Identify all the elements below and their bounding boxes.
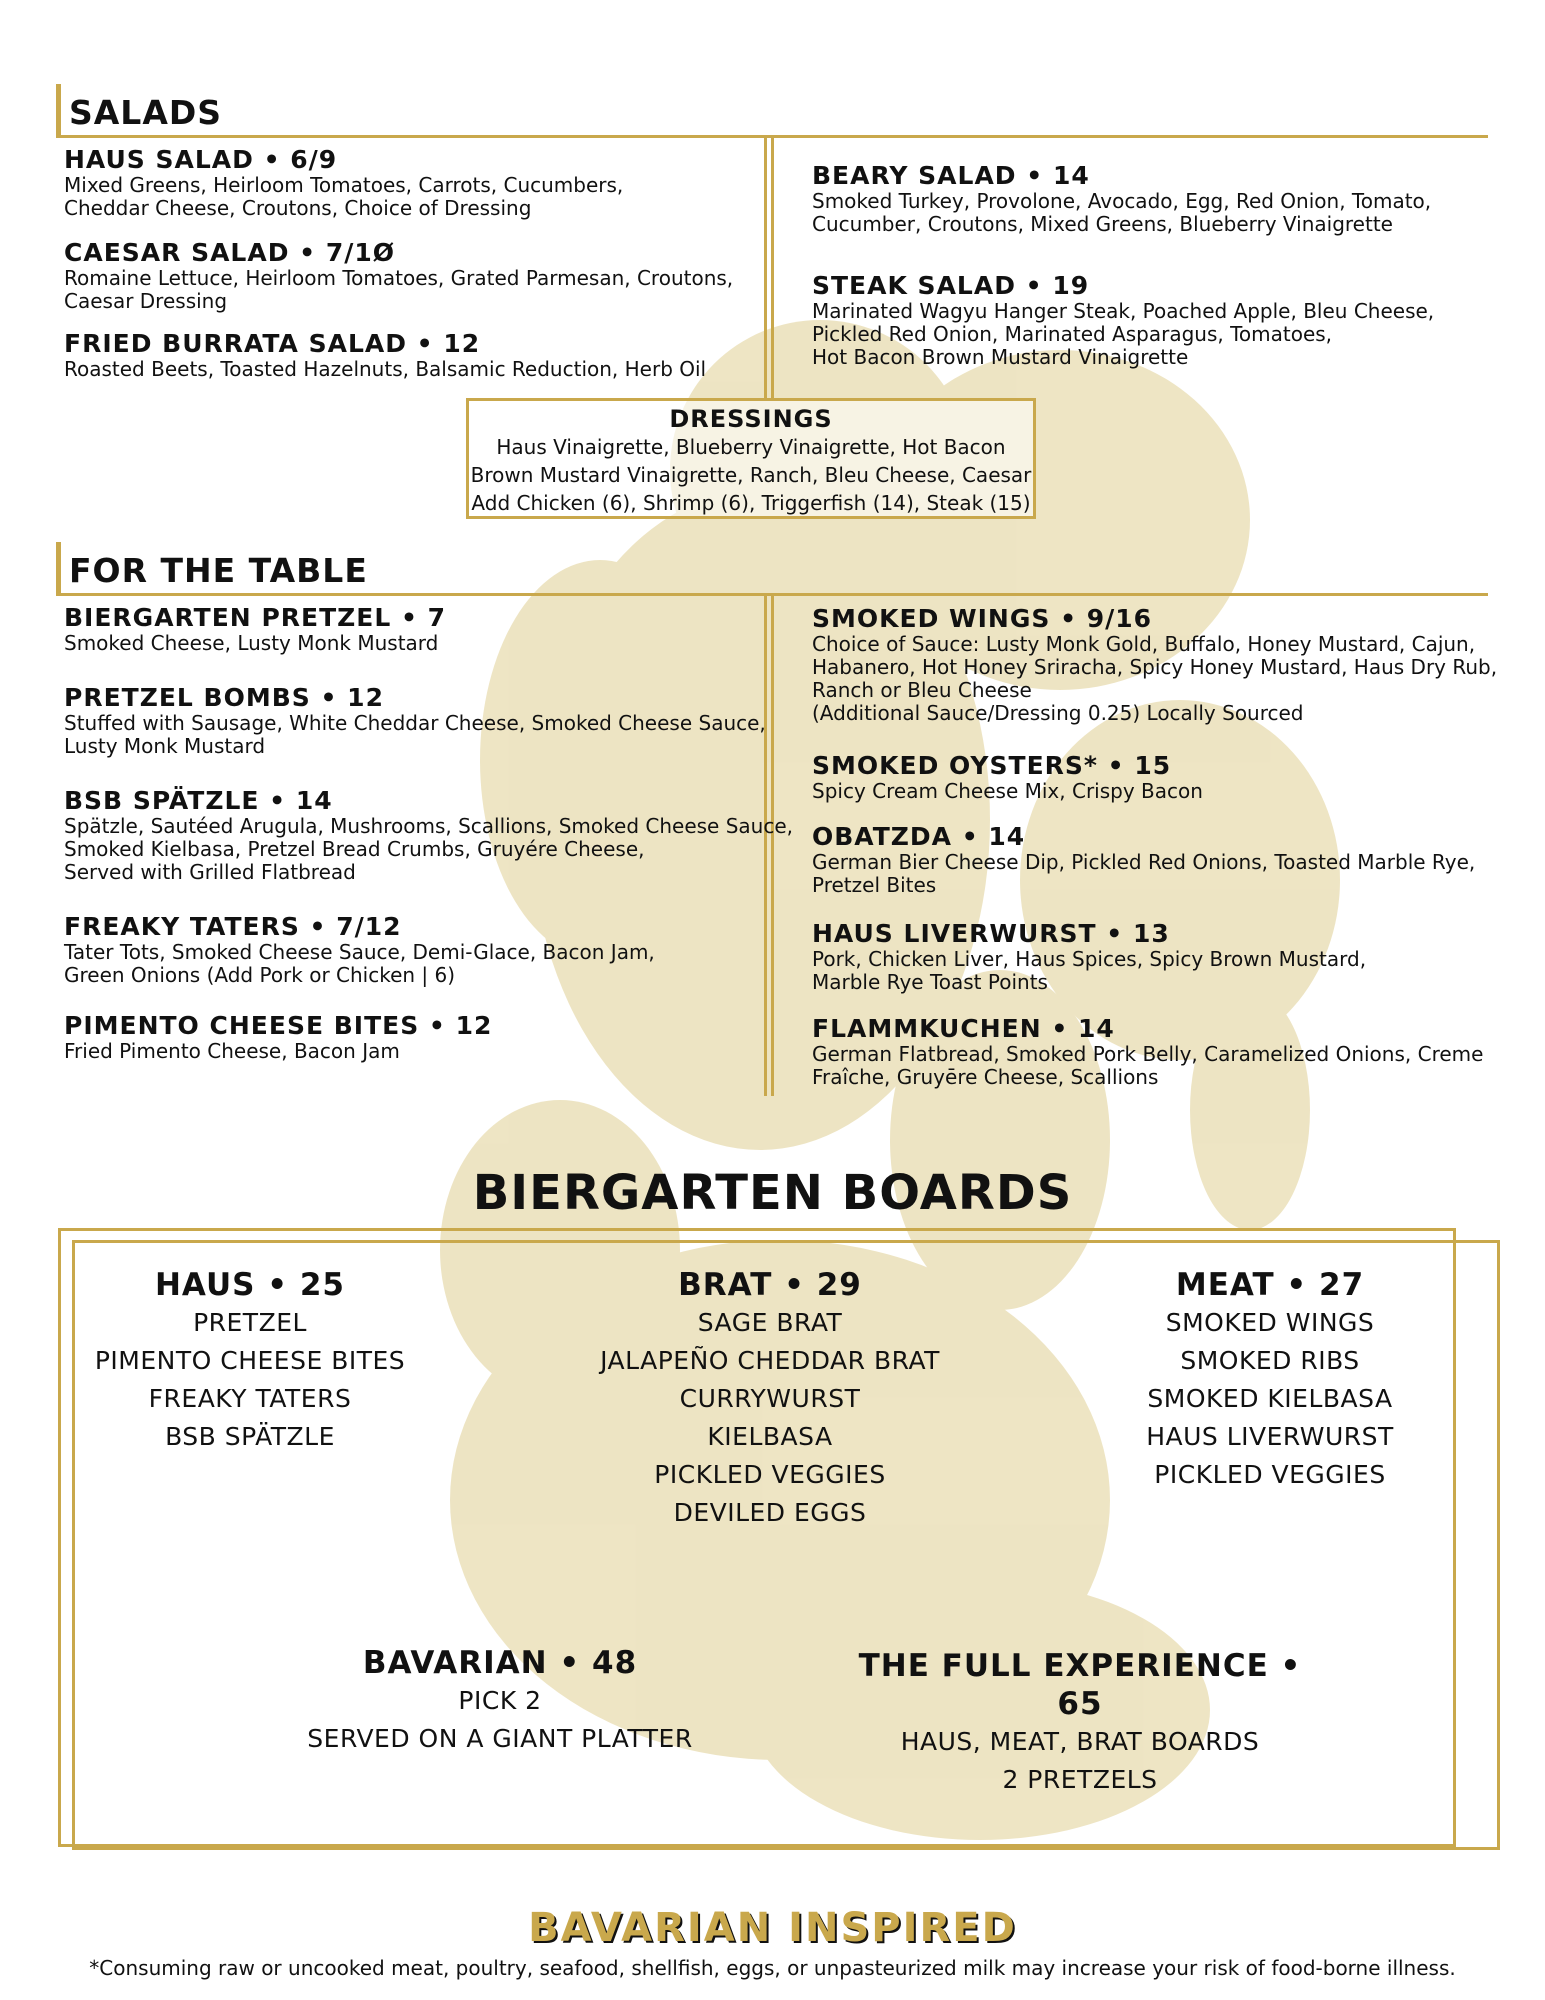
board-item: SERVED ON A GIANT PLATTER: [307, 1724, 693, 1753]
board-haus: [70, 1266, 430, 1456]
dressings-line: Haus Vinaigrette, Blueberry Vinaigrette, Hot Bacon: [496, 435, 1006, 459]
board-item: PRETZEL: [193, 1308, 307, 1337]
item-desc: Pretzel Bites: [812, 873, 937, 897]
board-item: HAUS LIVERWURST: [1146, 1422, 1394, 1451]
item-name: PIMENTO CHEESE BITES • 12: [64, 1011, 493, 1040]
menu-item: [812, 920, 1366, 994]
menu-item: [64, 146, 623, 220]
menu-item: [64, 330, 706, 381]
item-name: PRETZEL BOMBS • 12: [64, 683, 384, 712]
salads-divider-left: [764, 138, 767, 398]
board-item: KIELBASA: [707, 1422, 833, 1451]
menu-item: [64, 684, 766, 758]
board-item: PICKLED VEGGIES: [1154, 1460, 1386, 1489]
item-desc: Caesar Dressing: [64, 289, 228, 313]
board-item: PICK 2: [458, 1686, 542, 1715]
item-desc: Smoked Kielbasa, Pretzel Bread Crumbs, Gruyére Cheese,: [64, 837, 645, 861]
item-desc: Ranch or Bleu Cheese: [812, 678, 1032, 702]
item-desc: Marble Rye Toast Points: [812, 970, 1048, 994]
menu-item: [812, 752, 1203, 803]
item-desc: Fried Pimento Cheese, Bacon Jam: [64, 1039, 400, 1063]
item-desc: Marinated Wagyu Hanger Steak, Poached Apple, Bleu Cheese,: [812, 299, 1435, 323]
table-rule: [61, 593, 1488, 596]
item-desc: German Flatbread, Smoked Pork Belly, Caramelized Onions, Creme: [812, 1042, 1484, 1066]
board-full-experience: [850, 1647, 1310, 1799]
board-item: SMOKED RIBS: [1180, 1346, 1360, 1375]
board-name: HAUS • 25: [154, 1267, 346, 1303]
item-desc: Habanero, Hot Honey Sriracha, Spicy Honey Mustard, Haus Dry Rub,: [812, 655, 1498, 679]
item-name: SMOKED WINGS • 9/16: [812, 604, 1153, 633]
item-name: FRIED BURRATA SALAD • 12: [64, 329, 481, 358]
board-item: JALAPEÑO CHEDDAR BRAT: [600, 1346, 940, 1375]
board-item: PIMENTO CHEESE BITES: [94, 1346, 406, 1375]
item-name: FREAKY TATERS • 7/12: [64, 912, 402, 941]
item-name: BIERGARTEN PRETZEL • 7: [64, 603, 447, 632]
item-desc: Smoked Cheese, Lusty Monk Mustard: [64, 631, 439, 655]
item-desc: Cheddar Cheese, Croutons, Choice of Dressing: [64, 196, 532, 220]
board-item: 2 PRETZELS: [1002, 1765, 1158, 1794]
board-name: BAVARIAN • 48: [362, 1645, 638, 1681]
menu-item: [64, 787, 793, 884]
board-item: SMOKED WINGS: [1165, 1308, 1375, 1337]
item-name: STEAK SALAD • 19: [812, 271, 1090, 300]
board-item: HAUS, MEAT, BRAT BOARDS: [900, 1727, 1260, 1756]
item-desc: Choice of Sauce: Lusty Monk Gold, Buffalo, Honey Mustard, Cajun,: [812, 632, 1476, 656]
board-meat: [1120, 1266, 1420, 1494]
food-safety-disclaimer: *Consuming raw or uncooked meat, poultry, seafood, shellfish, eggs, or unpasteurized milk may increase your risk of food-borne illness.: [89, 1956, 1456, 1980]
item-desc: Served with Grilled Flatbread: [64, 860, 356, 884]
table-heading: FOR THE TABLE: [56, 542, 368, 596]
board-name: BRAT • 29: [678, 1267, 862, 1303]
item-desc: Hot Bacon Brown Mustard Vinaigrette: [812, 345, 1189, 369]
item-desc: (Additional Sauce/Dressing 0.25) Locally Sourced: [812, 701, 1304, 725]
board-item: CURRYWURST: [679, 1384, 861, 1413]
dressings-line: Brown Mustard Vinaigrette, Ranch, Bleu Cheese, Caesar: [470, 463, 1032, 487]
board-name: MEAT • 27: [1175, 1267, 1365, 1303]
dressings-title: DRESSINGS: [669, 405, 833, 433]
board-brat: [570, 1266, 970, 1532]
item-desc: Green Onions (Add Pork or Chicken | 6): [64, 963, 456, 987]
menu-item: [64, 239, 733, 313]
item-name: FLAMMKUCHEN • 14: [812, 1014, 1115, 1043]
item-name: BEARY SALAD • 14: [812, 161, 1090, 190]
dressings-box: [466, 398, 1036, 519]
dressings-line: Add Chicken (6), Shrimp (6), Triggerfish (14), Steak (15): [471, 491, 1031, 515]
board-item: SAGE BRAT: [697, 1308, 843, 1337]
salads-heading: SALADS: [56, 84, 222, 138]
item-desc: Spätzle, Sautéed Arugula, Mushrooms, Scallions, Smoked Cheese Sauce,: [64, 814, 793, 838]
item-name: SMOKED OYSTERS* • 15: [812, 751, 1172, 780]
item-desc: Pickled Red Onion, Marinated Asparagus, Tomatoes,: [812, 322, 1333, 346]
menu-item: [812, 605, 1497, 725]
menu-item: [64, 913, 655, 987]
item-name: BSB SPÄTZLE • 14: [64, 786, 333, 815]
item-desc: Lusty Monk Mustard: [64, 734, 266, 758]
board-bavarian: [300, 1644, 700, 1758]
board-item: FREAKY TATERS: [148, 1384, 352, 1413]
board-item: PICKLED VEGGIES: [654, 1460, 886, 1489]
item-desc: Fraîche, Gruyēre Cheese, Scallions: [812, 1065, 1159, 1089]
boards-heading: BIERGARTEN BOARDS: [472, 1165, 1073, 1221]
item-desc: Romaine Lettuce, Heirloom Tomatoes, Grated Parmesan, Croutons,: [64, 266, 734, 290]
item-desc: Mixed Greens, Heirloom Tomatoes, Carrots, Cucumbers,: [64, 173, 624, 197]
menu-item: [812, 1015, 1483, 1089]
menu-item: [64, 1012, 492, 1063]
salads-divider-right: [771, 138, 774, 398]
item-desc: Stuffed with Sausage, White Cheddar Cheese, Smoked Cheese Sauce,: [64, 711, 766, 735]
item-desc: Smoked Turkey, Provolone, Avocado, Egg, Red Onion, Tomato,: [812, 189, 1432, 213]
board-item: SMOKED KIELBASA: [1147, 1384, 1393, 1413]
item-name: OBATZDA • 14: [812, 822, 1026, 851]
menu-item: [64, 604, 446, 655]
item-name: HAUS SALAD • 6/9: [64, 145, 338, 174]
board-item: DEVILED EGGS: [673, 1498, 867, 1527]
footer-tagline: BAVARIAN INSPIRED: [528, 1905, 1017, 1951]
board-item: BSB SPÄTZLE: [165, 1422, 335, 1451]
item-name: CAESAR SALAD • 7/1Ø: [64, 238, 396, 267]
item-desc: Tater Tots, Smoked Cheese Sauce, Demi-Glace, Bacon Jam,: [64, 940, 655, 964]
salads-rule: [61, 135, 1488, 138]
item-desc: Roasted Beets, Toasted Hazelnuts, Balsamic Reduction, Herb Oil: [64, 357, 707, 381]
item-desc: German Bier Cheese Dip, Pickled Red Onions, Toasted Marble Rye,: [812, 850, 1476, 874]
board-name: THE FULL EXPERIENCE • 65: [858, 1648, 1302, 1722]
menu-item: [812, 162, 1431, 236]
item-name: HAUS LIVERWURST • 13: [812, 919, 1170, 948]
menu-item: [812, 272, 1434, 369]
item-desc: Cucumber, Croutons, Mixed Greens, Blueberry Vinaigrette: [812, 212, 1393, 236]
item-desc: Pork, Chicken Liver, Haus Spices, Spicy Brown Mustard,: [812, 947, 1367, 971]
menu-item: [812, 823, 1475, 897]
item-desc: Spicy Cream Cheese Mix, Crispy Bacon: [812, 779, 1203, 803]
